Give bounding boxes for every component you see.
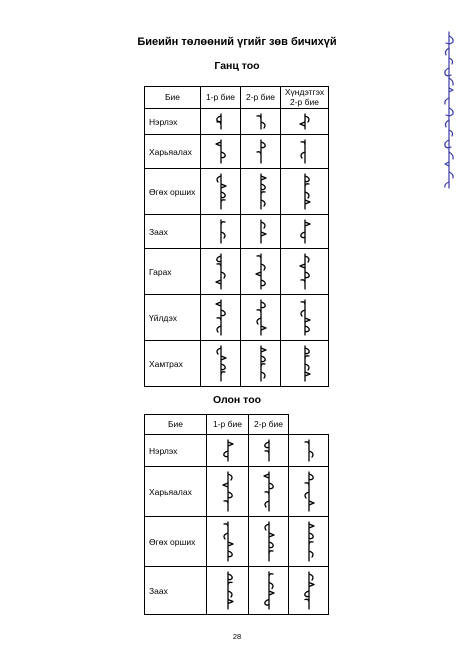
glyph-cell [241,249,281,295]
mongolian-script-glyph-icon [251,345,271,383]
mongolian-script-glyph-icon [211,219,231,245]
mongolian-script-glyph-icon [299,571,319,611]
mongolian-script-glyph-icon [259,521,279,563]
glyph-cell [201,215,241,249]
header-cell [281,87,329,109]
glyph-cell [289,435,329,467]
mongolian-script-glyph-icon [218,521,238,563]
mongolian-script-glyph-icon [211,299,231,337]
mongolian-script-glyph-icon [251,219,271,245]
mongolian-script-glyph-icon [295,113,315,131]
mongolian-script-glyph-icon [295,253,315,291]
table-row [145,295,329,341]
mongolian-script-glyph-icon [251,139,271,165]
glyph-cell [201,169,241,215]
glyph-cell [249,517,289,567]
mongolian-script-glyph-icon [211,253,231,291]
mongolian-script-glyph-icon [299,521,319,563]
mongolian-script-glyph-icon [251,173,271,211]
plural-section-title: Олон тоо [212,394,262,406]
glyph-cell [207,435,249,467]
table-row [145,467,329,517]
glyph-cell [281,249,329,295]
table-row [145,135,329,169]
table-row [145,109,329,135]
mongolian-script-glyph-icon [299,439,319,463]
glyph-cell [201,341,241,387]
table-row [145,169,329,215]
glyph-cell [241,215,281,249]
mongolian-script-glyph-icon [218,571,238,611]
row-label: Заах [145,215,201,249]
glyph-cell [207,467,249,517]
glyph-cell [241,295,281,341]
mongolian-script-glyph-icon [295,219,315,245]
row-label: Өгөх орших [145,169,201,215]
glyph-cell [281,341,329,387]
mongolian-script-glyph-icon [259,571,279,611]
table-header-row [145,87,329,109]
plural-table [144,414,329,615]
mongolian-script-glyph-icon [218,439,238,463]
mongolian-script-glyph-icon [259,439,279,463]
row-label: Хамтрах [145,341,201,387]
glyph-cell [281,109,329,135]
row-label: Харьяалах [145,467,207,517]
glyph-cell [289,467,329,517]
glyph-cell [241,169,281,215]
mongolian-script-glyph-icon [295,173,315,211]
mongolian-script-banner [442,30,456,190]
mongolian-script-glyph-icon [218,471,238,513]
glyph-cell [289,567,329,615]
header-cell: Бие [145,87,201,109]
table-row [145,249,329,295]
header-cell: 1-р бие [201,87,241,109]
mongolian-script-glyph-icon [211,139,231,165]
glyph-cell [249,435,289,467]
glyph-cell [201,109,241,135]
row-label: Нэрлэх [145,109,201,135]
mongolian-script-glyph-icon [211,173,231,211]
glyph-cell [281,135,329,169]
row-label: Харьяалах [145,135,201,169]
row-label: Гарах [145,249,201,295]
header-cell-line: 2-р бие [290,96,319,107]
mongolian-script-glyph-icon [211,113,231,131]
glyph-cell [249,467,289,517]
header-cell: Бие [145,415,207,435]
table-row [145,517,329,567]
glyph-cell [207,567,249,615]
row-label: Заах [145,567,207,615]
table-row [145,435,329,467]
glyph-cell [281,295,329,341]
glyph-cell [249,567,289,615]
row-label: Өгөх орших [145,517,207,567]
glyph-cell [201,295,241,341]
glyph-cell [241,109,281,135]
header-cell: 2-р бие [241,87,281,109]
table-row [145,215,329,249]
table-header-row [145,415,329,435]
table-row [145,341,329,387]
mongolian-script-glyph-icon [259,471,279,513]
header-cell: 2-р бие [249,415,289,435]
page-number: 28 [232,632,242,641]
glyph-cell [241,135,281,169]
glyph-cell [201,249,241,295]
mongolian-script-glyph-icon [299,471,319,513]
mongolian-script-glyph-icon [295,299,315,337]
glyph-cell [281,169,329,215]
singular-table [144,86,329,387]
glyph-cell [281,215,329,249]
mongolian-script-glyph-icon [295,139,315,165]
glyph-cell [241,341,281,387]
mongolian-script-glyph-icon [251,113,271,131]
mongolian-script-vertical-text-icon [442,30,456,190]
header-cell: 1-р бие [207,415,249,435]
glyph-cell [207,517,249,567]
row-label: Нэрлэх [145,435,207,467]
mongolian-script-glyph-icon [251,253,271,291]
page-title: Биеийн төлөөний үгийг зөв бичихүй [137,36,337,48]
header-cell-line: Хүндэтгэх [284,87,325,98]
table-row [145,567,329,615]
glyph-cell [289,517,329,567]
singular-section-title: Ганц тоо [214,60,260,72]
glyph-cell [201,135,241,169]
row-label: Үйлдэх [145,295,201,341]
mongolian-script-glyph-icon [211,345,231,383]
mongolian-script-glyph-icon [295,345,315,383]
mongolian-script-glyph-icon [251,299,271,337]
